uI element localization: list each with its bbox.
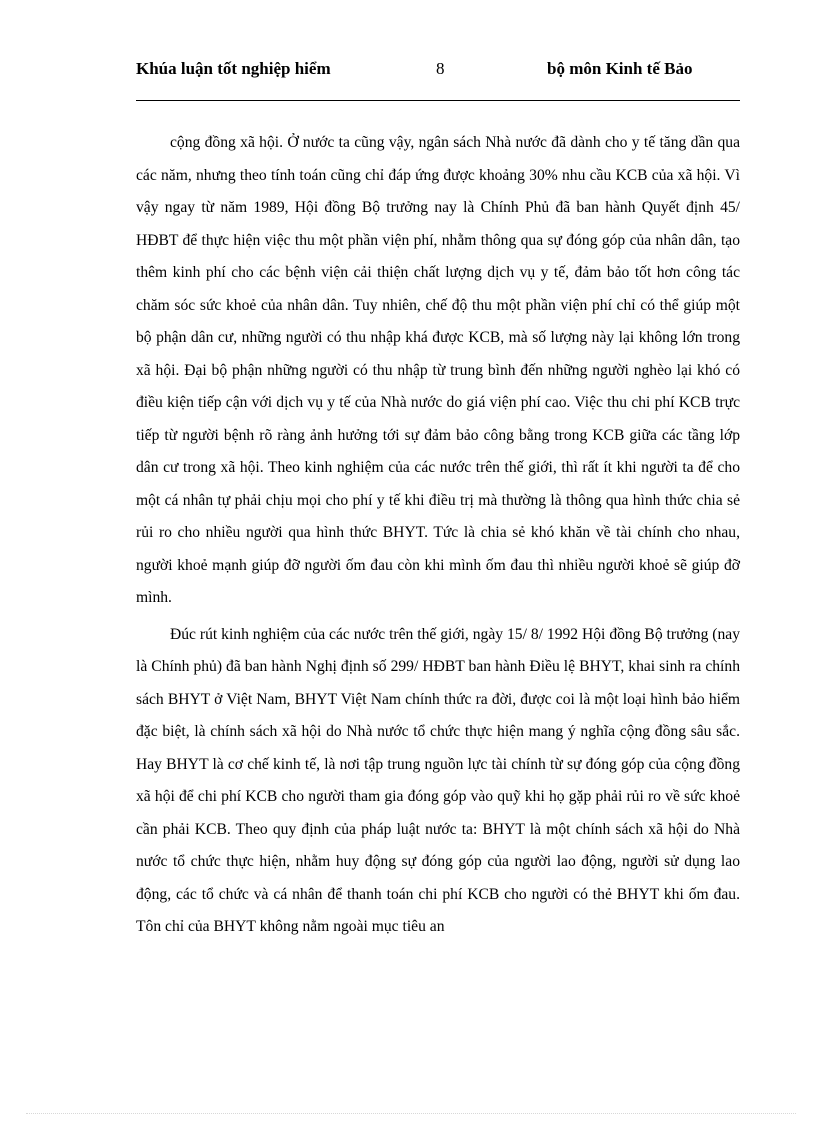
header-divider [136,100,740,101]
header-department: bộ môn Kinh tế Bảo [547,59,693,78]
page-bottom-border [26,1113,796,1114]
paragraph-2: Đúc rút kinh nghiệm của các nước trên thế giới, ngày 15/ 8/ 1992 Hội đồng Bộ trưởng (nay là Chính phủ) đã ban hành Nghị định số 299/ HĐBT ban hành Điều lệ BHYT, khai sinh ra chính sách BHYT ở Việt Nam, BHYT Việt Nam chính thức ra đời, được coi là một loại hình bảo hiểm đặc biệt, là chính sách xã hội do Nhà nước tổ chức thực hiện mang ý nghĩa cộng đồng sâu sắc. Hay BHYT là cơ chế kinh tế, là nơi tập trung nguồn lực tài chính từ sự đóng góp của cộng đồng xã hội để chi phí KCB cho người tham gia đóng góp vào quỹ khi họ gặp phải rủi ro về sức khoẻ cần phải KCB. Theo quy định của pháp luật nước ta: BHYT là một chính sách xã hội do Nhà nước tổ chức thực hiện, nhằm huy động sự đóng góp của người lao động, người sử dụng lao động, các tổ chức và cá nhân để thanh toán chi phí KCB cho người có thẻ BHYT khi ốm đau. Tôn chỉ của BHYT không nằm ngoài mục tiêu an [136,625,740,935]
paragraph-1: cộng đồng xã hội. Ở nước ta cũng vậy, ngân sách Nhà nước đã dành cho y tế tăng dần qua các năm, nhưng theo tính toán cũng chỉ đáp ứng được khoảng 30% nhu cầu KCB của xã hội. Vì vậy ngay từ năm 1989, Hội đồng Bộ trưởng nay là Chính Phủ đã ban hành Quyết định 45/ HĐBT để thực hiện việc thu một phần viện phí, nhằm thông qua sự đóng góp của nhân dân, tạo thêm kinh phí cho các bệnh viện cải thiện chất lượng dịch vụ y tế, đảm bảo tốt hơn công tác chăm sóc sức khoẻ của nhân dân. Tuy nhiên, chế độ thu một phần viện phí chỉ có thể giúp một bộ phận dân cư, những người có thu nhập khá được KCB, mà số lượng này lại không lớn trong xã hội. Đại bộ phận những người có thu nhập từ trung bình đến những người nghèo lại khó có điều kiện tiếp cận với dịch vụ y tế của Nhà nước do giá viện phí cao. Việc thu chi phí KCB trực tiếp từ người bệnh rõ ràng ảnh hưởng tới sự đảm bảo công bằng trong KCB giữa các tầng lớp dân cư trong xã hội. Theo kinh nghiệm của các nước trên thế giới, thì rất ít khi người ta để cho một cá nhân tự phải chịu mọi cho phí y tế khi điều trị mà thường là thông qua hình thức chia sẻ rủi ro cho nhiều người qua hình thức BHYT. Tức là chia sẻ khó khăn về tài chính cho nhau, người khoẻ mạnh giúp đỡ người ốm đau còn khi mình ốm đau thì nhiều người khoẻ sẽ giúp đỡ mình. [136,134,740,606]
body-text [136,127,740,944]
page-header [136,58,740,102]
header-page-number: 8 [436,59,445,78]
header-thesis-title: Khúa luận tốt nghiệp hiểm [136,59,331,78]
